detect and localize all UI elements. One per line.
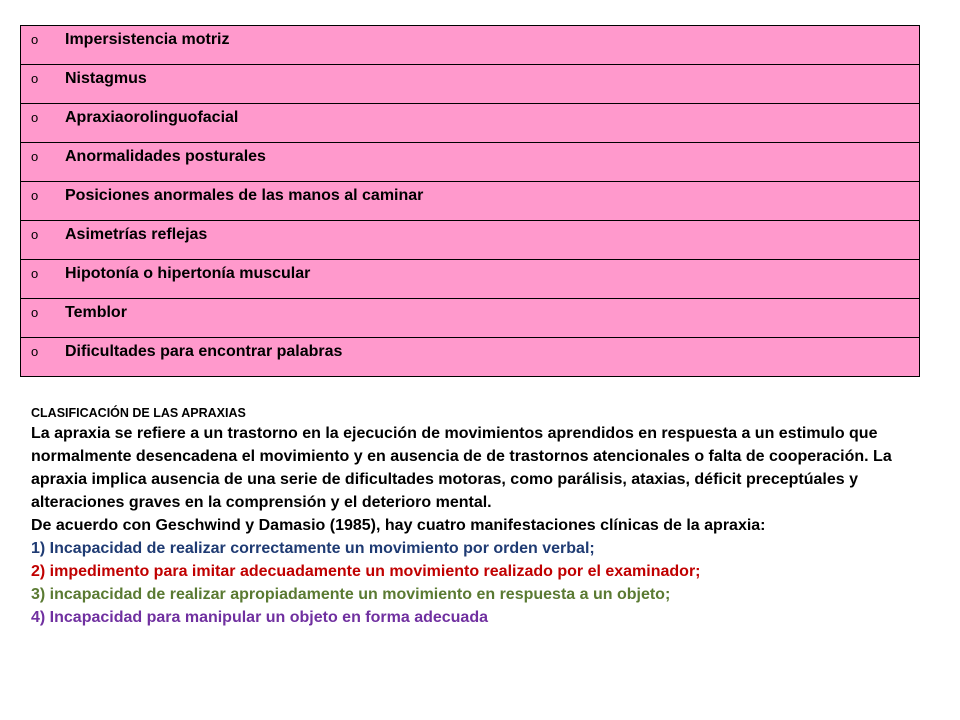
symptom-item: Asimetrías reflejas — [65, 226, 208, 243]
bullet-icon: o — [31, 266, 39, 281]
table-cell — [21, 143, 920, 182]
table-cell — [21, 26, 920, 65]
table-row — [21, 26, 920, 65]
symptom-item: Temblor — [65, 304, 127, 321]
intro-line: De acuerdo con Geschwind y Damasio (1985), hay cuatro manifestaciones clínicas de la apraxia: — [31, 517, 766, 534]
table-row — [21, 338, 920, 377]
table-row — [21, 104, 920, 143]
section-heading: CLASIFICACIÓN DE LAS APRAXIAS — [31, 406, 246, 420]
bullet-icon: o — [31, 227, 39, 242]
symptoms-table — [20, 25, 920, 377]
symptom-item: Dificultades para encontrar palabras — [65, 343, 343, 360]
bullet-icon: o — [31, 110, 39, 125]
definition-paragraph: La apraxia se refiere a un trastorno en la ejecución de movimientos aprendidos en respuesta a un estimulo que normalmente desencadena el movimiento y en ausencia de de trastornos atencionales o falta de cooperación. La apraxia implica ausencia de una serie de dificultades motoras, como parálisis, ataxias, déficit preceptúales y alteraciones graves en la comprensión y el deterioro mental. — [31, 425, 892, 511]
table-cell — [21, 299, 920, 338]
table-cell — [21, 338, 920, 377]
bullet-icon: o — [31, 305, 39, 320]
symptom-item: Apraxiaorolinguofacial — [65, 109, 239, 126]
table-row — [21, 260, 920, 299]
table-row — [21, 143, 920, 182]
table-cell — [21, 104, 920, 143]
bullet-icon: o — [31, 344, 39, 359]
manifestation-item: 4) Incapacidad para manipular un objeto en forma adecuada — [31, 609, 488, 626]
table-cell — [21, 65, 920, 104]
symptom-item: Nistagmus — [65, 70, 147, 87]
bullet-icon: o — [31, 71, 39, 86]
table-row — [21, 221, 920, 260]
table-cell — [21, 182, 920, 221]
manifestation-item: 1) Incapacidad de realizar correctamente un movimiento por orden verbal; — [31, 540, 595, 557]
table-row — [21, 299, 920, 338]
symptom-item: Posiciones anormales de las manos al caminar — [65, 187, 424, 204]
bullet-icon: o — [31, 32, 39, 47]
apraxia-section — [31, 404, 936, 629]
table-row — [21, 65, 920, 104]
bullet-icon: o — [31, 188, 39, 203]
symptom-item: Anormalidades posturales — [65, 148, 266, 165]
table-cell — [21, 221, 920, 260]
table-cell — [21, 260, 920, 299]
table-row — [21, 182, 920, 221]
symptom-item: Impersistencia motriz — [65, 31, 230, 48]
bullet-icon: o — [31, 149, 39, 164]
manifestation-item: 2) impedimento para imitar adecuadamente un movimiento realizado por el examinador; — [31, 563, 701, 580]
manifestation-item: 3) incapacidad de realizar apropiadamente un movimiento en respuesta a un objeto; — [31, 586, 671, 603]
symptom-item: Hipotonía o hipertonía muscular — [65, 265, 311, 282]
